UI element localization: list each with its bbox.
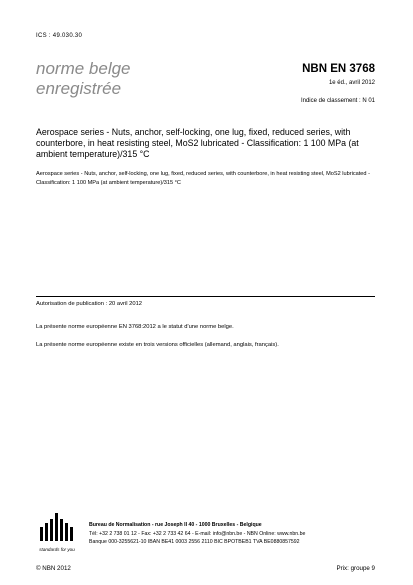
logo-tagline: standards for you: [39, 547, 75, 552]
logo-bar: [40, 527, 43, 541]
price-group: Prix: groupe 9: [336, 565, 375, 572]
brand-line-1: norme belge: [36, 59, 131, 78]
classification-index: Indice de classement : N 01: [300, 98, 375, 104]
title-english: Aerospace series - Nuts, anchor, self-locking, one lug, fixed, reduced series, with counterbore, in heat resisting steel, MoS2 lubricated - Classification: 1 100 MPa (at ambient temperature)/315 °C: [36, 127, 359, 159]
logo-bar: [50, 519, 53, 541]
logo-bar: [60, 519, 63, 541]
ics-code: ICS : 49.030.30: [36, 33, 83, 39]
logo-bar: [70, 527, 73, 541]
brand-line-2: enregistrée: [36, 79, 122, 98]
publication-authorization: Autorisation de publication : 20 avril 2012: [36, 301, 143, 307]
title-french: Aerospace series - Nuts, anchor, self-locking, one lug, fixed, reduced series, with counterbore, in heat resisting steel, MoS2 lubricated - Classification: 1 100 MPa (at ambient temperature)/315 °C: [36, 171, 370, 186]
status-paragraph: La présente norme européenne EN 3768:2012 a le statut d'une norme belge.: [36, 324, 234, 330]
publisher-bank: Banque 000-3255621-10 IBAN BE41 0003 2556 2110 BIC BPOTBEB1 TVA BE0880857592: [89, 539, 300, 546]
divider-rule: [36, 296, 375, 297]
edition-date: 1e éd., avril 2012: [328, 80, 375, 86]
nbn-logo-graphic: [38, 505, 76, 557]
standard-number: NBN EN 3768: [302, 63, 375, 75]
versions-paragraph: La présente norme européenne existe en trois versions officielles (allemand, anglais, français).: [36, 342, 279, 348]
publisher-footer: [89, 521, 305, 547]
logo-bar: [45, 523, 48, 541]
nbn-logo-icon: [38, 505, 76, 557]
logo-bar: [55, 513, 58, 541]
copyright: © NBN 2012: [36, 565, 71, 572]
logo-bar: [65, 523, 68, 541]
publisher-address: Bureau de Normalisation - rue Joseph II 40 - 1000 Bruxelles - Belgique: [89, 522, 262, 528]
publisher-contact: Tél: +32 2 738 01 12 - Fax: +32 2 733 42 64 - E-mail: info@nbn.be - NBN Online: www.nbn.be: [89, 530, 306, 537]
